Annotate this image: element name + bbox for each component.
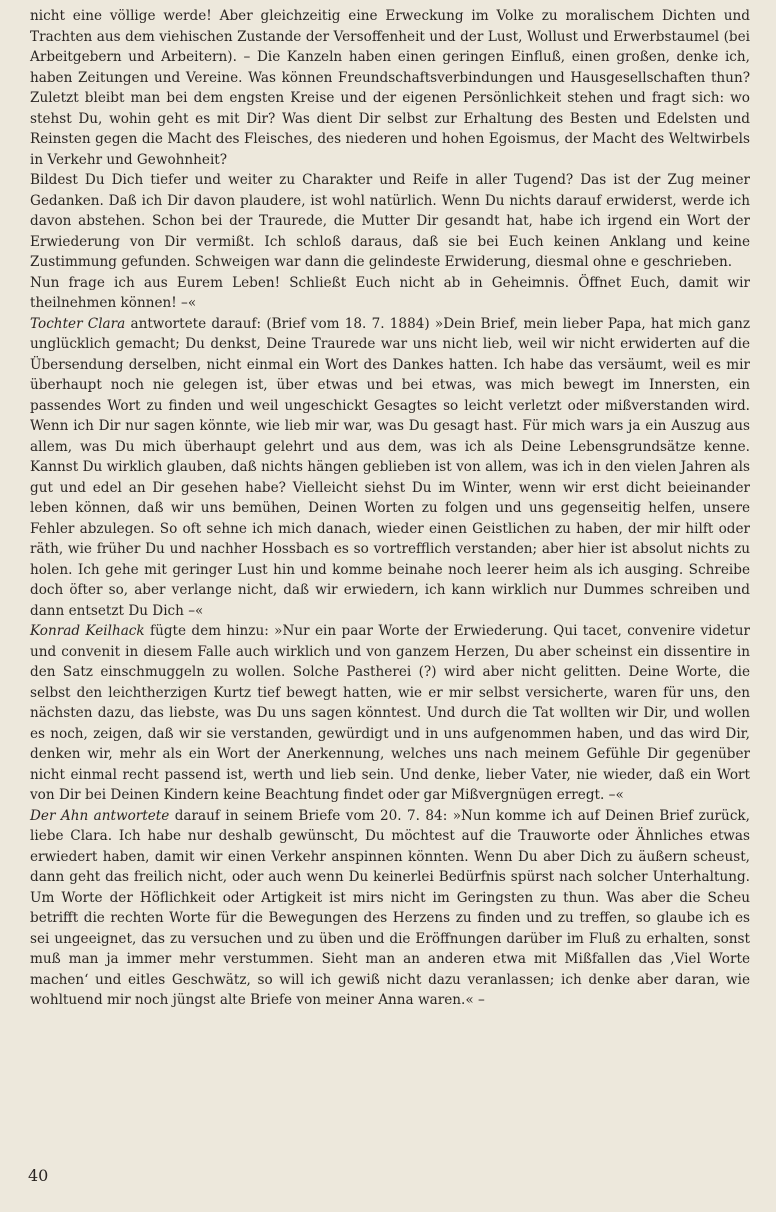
paragraph-2-text: Bildest Du Dich tiefer und weiter zu Charakter und Reife in aller Tugend? Das ist der Zug meiner Gedanken. Daß ich Dir davon plaudere, ist wohl natürlich. Wenn Du nichts darauf erwiderst, werde ich davon abstehen. Schon bei der Traurede, die Mutter Dir gesandt hat, habe ich irgend ein Wort der Erwiederung von Dir vermißt. Ich schloß daraus, daß sie bei Euch keinen Anklang und keine Zustimmung gefunden. Schweigen war dann die gelindeste Erwiderung, diesmal ohne e geschrieben. [30, 172, 750, 270]
speaker-ahn: Der Ahn antwortete [30, 807, 170, 824]
paragraph-1-text: nicht eine völlige werde! Aber gleichzeitig eine Erweckung im Volke zu moralischem Dichten und Trachten aus dem viehischen Zustande der Versoffenheit und der Lust, Wollust und Erwerbstaumel (bei Arbeitgebern und Arbeitern). – Die Kanzeln haben einen geringen Einfluß, einen großen, denke ich, haben Zeitungen und Vereine. Was können Freundschaftsverbindungen und Hausgesellschaften thun? Zuletzt bleibt man bei dem engsten Kreise und der eigenen Persönlichkeit stehen und fragt sich: wo stehst Du, wohin geht es mit Dir? Was dient Dir selbst zur Erhaltung des Besten und Edelsten und Reinsten gegen die Macht des Fleisches, des niederen und hohen Egoismus, der Macht des Weltwirbels in Verkehr und Gewohnheit? [30, 8, 750, 168]
paragraph-3-text: Nun frage ich aus Eurem Leben! Schließt Euch nicht ab in Geheimnis. Öffnet Euch, damit wir theilnehmen können! –« [30, 274, 750, 311]
paragraph-1 [30, 6, 750, 170]
paragraph-4-text: antwortete darauf: (Brief vom 18. 7. 1884) »Dein Brief, mein lieber Papa, hat mich ganz unglücklich gemacht; Du denkst, Deine Traurede war uns nicht lieb, weil wir nicht erwiderten auf die Übersendung derselben, nicht einmal ein Wort des Dankes hatten. Ich habe das versäumt, weil es mir überhaupt noch nie gelegen ist, über etwas und bei etwas, was mich bewegt im Innersten, ein passendes Wort zu finden und weil ungeschickt Gesagtes so leicht verletzt oder mißverstanden wird. Wenn ich Dir nur sagen könnte, wie lieb mir war, was Du gesagt hast. Für mich wars ja ein Auszug aus allem, was Du mich überhaupt gelehrt und aus dem, was ich als Deine Lebensgrundsätze kenne. Kannst Du wirklich glauben, daß nichts hängen geblieben ist von allem, was ich in den vielen Jahren als gut und edel an Dir gesehen habe? Vielleicht siehst Du im Winter, wenn wir erst dicht beieinander leben können, daß wir uns bemühen, Deinen Worten zu folgen und uns gegenseitig helfen, unsere Fehler abzulegen. So oft sehne ich mich danach, wieder einen Geistlichen zu haben, der mir hilft oder räth, wie früher Du und nachher Hossbach es so vortrefflich verstanden; aber hier ist absolut nichts zu holen. Ich gehe mit geringer Lust hin und komme beinahe noch leerer heim als ich ausging. Schreibe doch öfter so, aber verlange nicht, daß wir erwiedern, ich kann wirklich nur Dummes schreiben und dann entsetzt Du Dich –« [30, 315, 750, 619]
page-number: 40 [28, 1166, 49, 1185]
paragraph-5-text: fügte dem hinzu: »Nur ein paar Worte der Erwiederung. Qui tacet, convenire videtur und convenit in diesem Falle auch wirklich und von ganzem Herzen, Du aber scheinst ein dissentire in den Satz einschmuggeln zu wollen. Solche Pastherei (?) wird aber nicht gelitten. Deine Worte, die selbst den leichtherzigen Kurtz tief bewegt hatten, wie er mir selbst versicherte, waren für uns, den nächsten dazu, das liebste, was Du uns sagen könntest. Und durch die Tat wollten wir Dir, und wollen es noch, zeigen, daß wir sie verstanden, gewürdigt und in uns aufgenommen haben, und das wird Dir, denken wir, mehr als ein Wort der Anerkennung, welches uns nach meinem Gefühle Dir gegenüber nicht einmal recht passend ist, werth und lieb sein. Und denke, lieber Vater, nie wieder, daß ein Wort von Dir bei Deinen Kindern keine Beachtung findet oder gar Mißvergnügen erregt. –« [30, 623, 750, 803]
paragraph-5 [30, 621, 750, 806]
paragraph-2 [30, 170, 750, 273]
speaker-konrad: Konrad Keilhack [30, 623, 145, 639]
paragraph-6-text: darauf in seinem Briefe vom 20. 7. 84: »Nun komme ich auf Deinen Brief zurück, liebe Clara. Ich habe nur deshalb gewünscht, Du möchtest auf die Trauworte oder Ähnliches etwas erwiedert haben, damit wir einen Verkehr anspinnen könnten. Wenn Du aber Dich zu äußern scheust, dann geht das freilich nicht, oder auch wenn Du keinerlei Bedürfnis spürst nach solcher Unterhaltung. Um Worte der Höflichkeit oder Artigkeit ist mirs nicht im Geringsten zu thun. Was aber die Scheu betrifft die rechten Worte für die Bewegungen des Herzens zu finden und zu treffen, so glaube ich es sei ungeeignet, das zu versuchen und zu üben und die Eröffnungen darüber im Fluß zu erhalten, sonst muß man ja immer mehr verstummen. Sieht man an anderen etwa mit Mißfallen das ‚Viel Worte machen‘ und eitles Geschwätz, so will ich gewiß nicht dazu veranlassen; ich denke aber daran, wie wohltuend mir noch jüngst alte Briefe von meiner Anna waren.« – [30, 807, 750, 1008]
speaker-clara: Tochter Clara [30, 315, 126, 332]
paragraph-3 [30, 273, 750, 314]
body-text [30, 6, 750, 1011]
paragraph-6 [30, 806, 750, 1011]
paragraph-4 [30, 314, 750, 622]
